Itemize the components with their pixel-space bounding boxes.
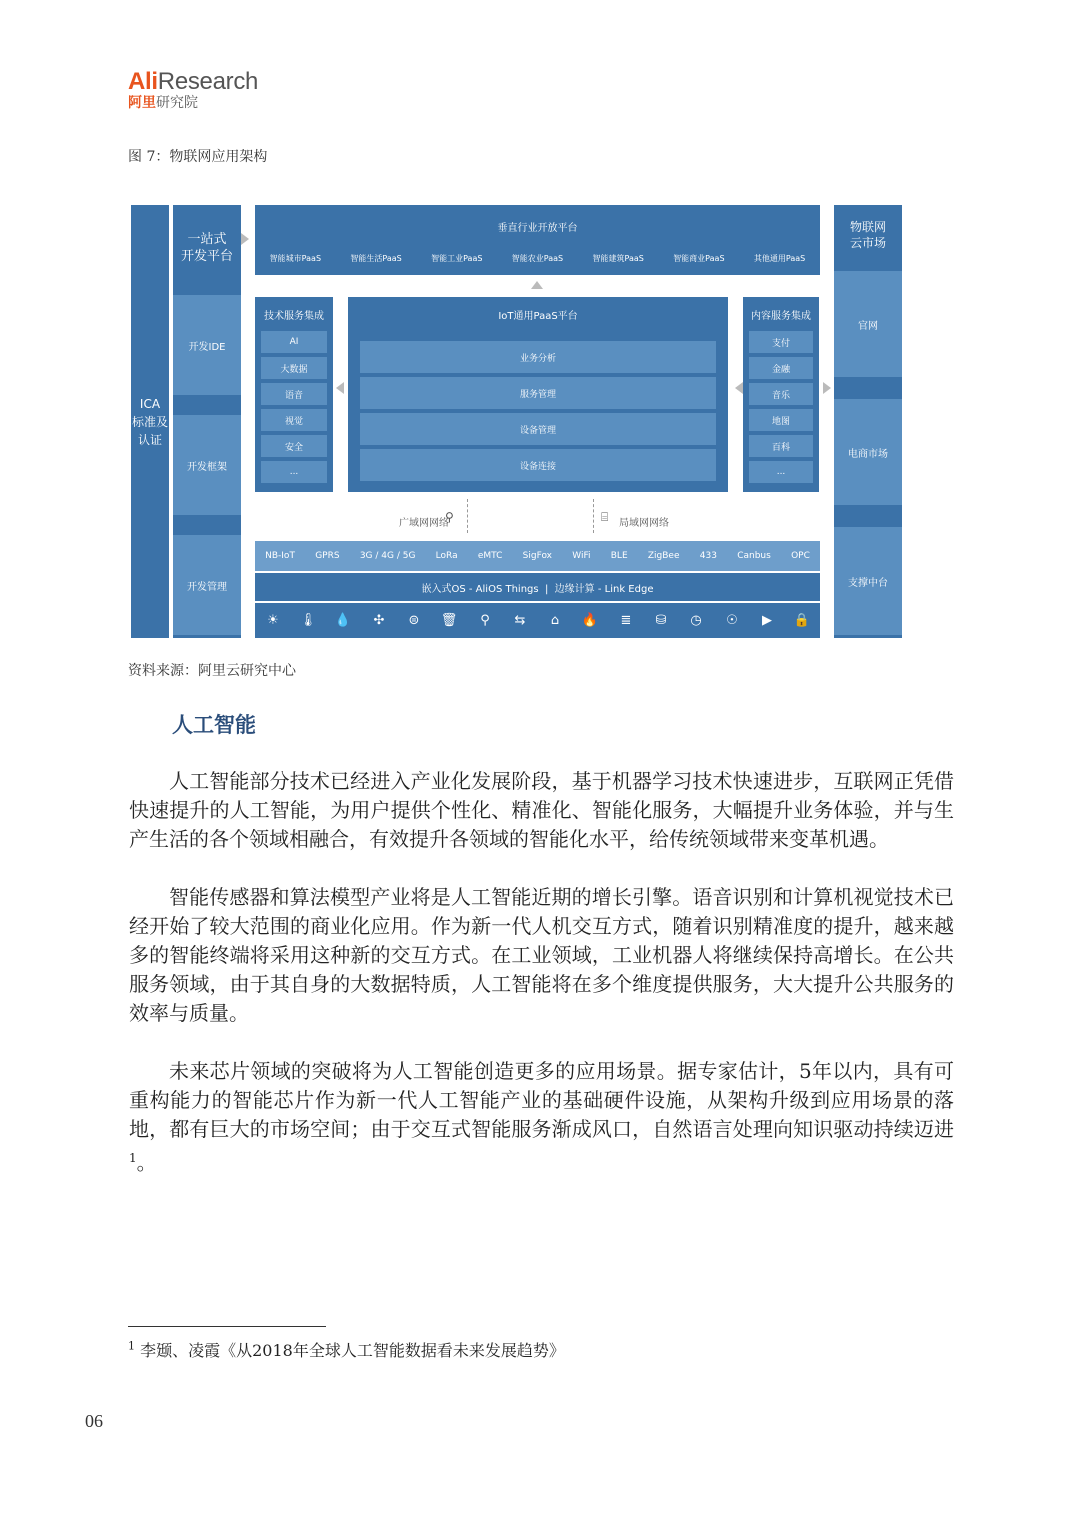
paas-item: 其他通用PaaS bbox=[753, 254, 806, 263]
ica-column: ICA 标准及 认证 bbox=[131, 205, 169, 638]
protocols-bar bbox=[255, 541, 820, 571]
dev-ide: 开发IDE bbox=[173, 295, 241, 395]
arrow-left-icon bbox=[336, 382, 344, 394]
protocol-item: 3G / 4G / 5G bbox=[359, 551, 416, 561]
device-icon: ⚲ bbox=[480, 613, 490, 628]
logo-cn-rest: 研究院 bbox=[156, 95, 198, 111]
iot-item: 服务管理 bbox=[360, 377, 716, 409]
protocol-item: 433 bbox=[699, 551, 717, 561]
paas-item: 智能城市PaaS bbox=[269, 254, 322, 263]
dev-management: 开发管理 bbox=[173, 535, 241, 635]
lan-label: 局域网网络 bbox=[619, 518, 669, 529]
tech-services-block bbox=[255, 297, 333, 492]
logo-brand-rest: Research bbox=[157, 68, 259, 95]
footnote-divider bbox=[128, 1326, 326, 1327]
page-number: 06 bbox=[85, 1411, 103, 1431]
device-icon: ⇆ bbox=[514, 613, 526, 628]
wan-label: 广域网网络 bbox=[399, 518, 449, 529]
figure-source: 资料来源：阿里云研究中心 bbox=[128, 663, 296, 679]
paragraph-3-text: 未来芯片领域的突破将为人工智能创造更多的应用场景。据专家估计，5年以内，具有可重构能力的智能芯片作为新一代人工智能产业的基础硬件设施，从架构升级到应用场景的落地，都有巨大的市场空间；由于交互式智能服务渐成风口，自然语言处理向知识驱动持续迈进 bbox=[129, 1059, 954, 1141]
device-icons-bar bbox=[255, 603, 820, 638]
device-icon: 🔥 bbox=[581, 613, 599, 628]
device-icon: ☀ bbox=[267, 613, 279, 628]
protocol-item: ZigBee bbox=[647, 551, 680, 561]
device-icon: ▶ bbox=[762, 613, 772, 628]
lan-connector bbox=[593, 499, 595, 533]
paas-item: 智能工业PaaS bbox=[431, 254, 483, 263]
protocol-item: LoRa bbox=[435, 551, 458, 561]
aliresearch-logo bbox=[128, 70, 258, 112]
arrow-right-icon bbox=[823, 382, 831, 394]
protocol-item: BLE bbox=[610, 551, 628, 561]
router-icon: ⌸ bbox=[601, 510, 609, 524]
tech-item: 语音 bbox=[261, 383, 327, 405]
footnote-mark: 1 bbox=[128, 1339, 135, 1353]
device-icon: ⛁ bbox=[655, 613, 667, 628]
footnote bbox=[128, 1338, 565, 1361]
device-icon: ≣ bbox=[620, 613, 632, 628]
vertical-platform-title: 垂直行业开放平台 bbox=[497, 223, 578, 234]
protocol-item: OPC bbox=[791, 551, 810, 561]
embedded-os-bar: 嵌入式OS - AliOS Things | 边缘计算 - Link Edge bbox=[255, 573, 820, 601]
figure-caption: 图 7：物联网应用架构 bbox=[128, 149, 268, 165]
dev-framework: 开发框架 bbox=[173, 415, 241, 515]
section-heading: 人工智能 bbox=[172, 712, 256, 737]
iot-item: 设备连接 bbox=[360, 449, 716, 481]
market-ecommerce: 电商市场 bbox=[834, 399, 902, 505]
device-icon: 💧 bbox=[334, 613, 352, 628]
protocol-item: Canbus bbox=[737, 551, 771, 561]
arrow-right-icon bbox=[241, 233, 249, 245]
antenna-icon: ⚲ bbox=[445, 510, 454, 524]
protocol-item: WiFi bbox=[572, 551, 591, 561]
device-icon: ⌂ bbox=[550, 613, 560, 628]
footnote-text: 李颋、凌霞《从2018年全球人工智能数据看未来发展趋势》 bbox=[140, 1341, 565, 1360]
paas-item: 智能农业PaaS bbox=[511, 254, 564, 263]
device-icon: ⊜ bbox=[408, 613, 420, 628]
content-item: 音乐 bbox=[749, 383, 813, 405]
tech-services-title: 技术服务集成 bbox=[264, 311, 324, 322]
device-icon: ◷ bbox=[690, 613, 702, 628]
market-official-site: 官网 bbox=[834, 271, 902, 377]
paragraph-1: 人工智能部分技术已经进入产业化发展阶段，基于机器学习技术快速进步，互联网正凭借快速提升的人工智能，为用户提供个性化、精准化、智能化服务，大幅提升业务体验，并与生产生活的各个领域相融合，有效提升各领域的智能化水平，给传统领域带来变革机遇。 bbox=[129, 769, 954, 851]
wan-connector bbox=[467, 499, 469, 533]
device-icon: ✣ bbox=[373, 613, 385, 628]
device-icon: 🌡 bbox=[299, 613, 317, 628]
iot-paas-platform bbox=[348, 297, 728, 492]
protocol-item: NB-IoT bbox=[265, 551, 295, 561]
content-item: ... bbox=[749, 461, 813, 483]
tech-item: ... bbox=[261, 461, 327, 483]
arrow-left-icon bbox=[735, 382, 743, 394]
tech-item: AI bbox=[261, 331, 327, 353]
market-support-platform: 支撑中台 bbox=[834, 527, 902, 635]
footnote-reference: 1 bbox=[129, 1151, 137, 1165]
content-services-title: 内容服务集成 bbox=[751, 311, 811, 322]
paas-item: 智能生活PaaS bbox=[350, 254, 402, 263]
one-stop-dev-platform: 一站式 开发平台 bbox=[173, 205, 241, 290]
iot-platform-title: IoT通用PaaS平台 bbox=[498, 311, 578, 322]
vertical-industry-platform bbox=[255, 205, 820, 275]
device-icon: ☉ bbox=[726, 613, 738, 628]
content-item: 百科 bbox=[749, 435, 813, 457]
arrow-up-icon bbox=[531, 281, 543, 289]
vertical-platform-items bbox=[255, 253, 820, 264]
device-icon: 🔒 bbox=[793, 613, 811, 628]
iot-item: 业务分析 bbox=[360, 341, 716, 373]
iot-cloud-market-title: 物联网 云市场 bbox=[834, 205, 902, 265]
iot-architecture-diagram bbox=[131, 205, 902, 638]
protocol-item: eMTC bbox=[477, 551, 503, 561]
content-item: 支付 bbox=[749, 331, 813, 353]
logo-brand-accent: Ali bbox=[128, 68, 158, 95]
protocol-item: SigFox bbox=[522, 551, 553, 561]
device-icon: 🗑 bbox=[440, 613, 458, 628]
iot-item: 设备管理 bbox=[360, 413, 716, 445]
paas-item: 智能建筑PaaS bbox=[592, 254, 644, 263]
section-body bbox=[129, 767, 954, 1178]
content-item: 地图 bbox=[749, 409, 813, 431]
content-item: 金融 bbox=[749, 357, 813, 379]
paragraph-2: 智能传感器和算法模型产业将是人工智能近期的增长引擎。语音识别和计算机视觉技术已经开始了较大范围的商业化应用。作为新一代人机交互方式，随着识别精准度的提升，越来越多的智能终端将采用这种新的交互方式。在工业领域，工业机器人将继续保持高增长。在公共服务领域，由于其自身的大数据特质，人工智能将在多个维度提供服务，大大提升公共服务的效率与质量。 bbox=[129, 885, 954, 1025]
logo-cn-accent: 阿里 bbox=[128, 95, 156, 111]
content-services-block bbox=[743, 297, 819, 492]
protocol-item: GPRS bbox=[315, 551, 340, 561]
tech-item: 大数据 bbox=[261, 357, 327, 379]
tech-item: 安全 bbox=[261, 435, 327, 457]
paragraph-3: 未来芯片领域的突破将为人工智能创造更多的应用场景。据专家估计，5年以内，具有可重构能力的智能芯片作为新一代人工智能产业的基础硬件设施，从架构升级到应用场景的落地，都有巨大的市场空间；由于交互式智能服务渐成风口，自然语言处理向知识驱动持续迈进$^1$。 bbox=[129, 1059, 954, 1175]
tech-item: 视觉 bbox=[261, 409, 327, 431]
paas-item: 智能商业PaaS bbox=[673, 254, 725, 263]
